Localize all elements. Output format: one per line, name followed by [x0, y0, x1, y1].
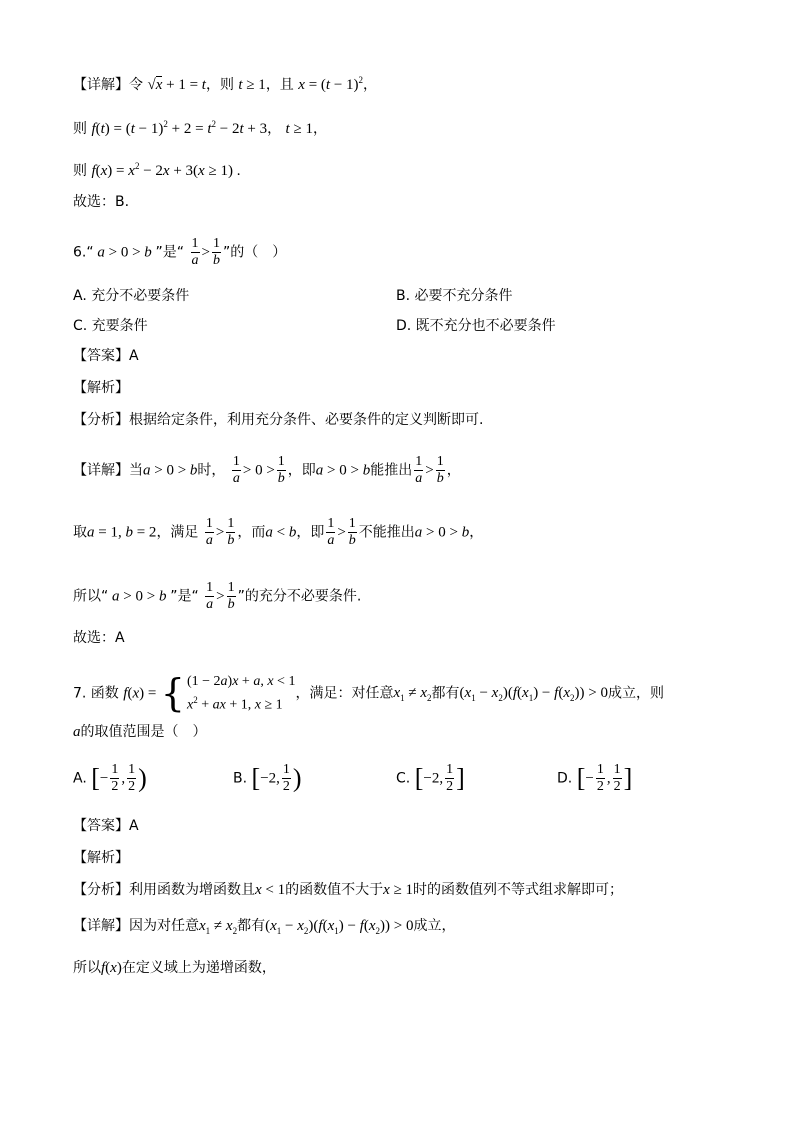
detail-tag: 【详解】 [73, 77, 129, 93]
fraction: $\frac{1}{b}$ [348, 516, 356, 548]
answer-6: 【答案】A [73, 348, 139, 364]
analysis-6: 【解析】 [73, 380, 129, 396]
formula: √x + 1 = t [147, 77, 206, 93]
option-d: D. 既不充分也不必要条件 [396, 318, 556, 334]
formula: $f(x) = x^2 - 2x + 3(x \ge 1)$ . [91, 161, 241, 179]
option-d-7: D. [− $\frac{1}{2}$ , $\frac{1}{2}$ ] [557, 762, 633, 794]
solution-line-1: 【详解】令 √x + 1 = t，则 t ≥ 1，且 $x = (t - 1)^2$， [73, 75, 378, 93]
formula: $f(t) = (t - 1)^2 + 2 = t^2 - 2t + 3$ [91, 119, 268, 137]
question-7-stem-2: a的取值范围是（ ） [73, 724, 207, 740]
detail-6-line-2: 取a = 1, b = 2，满足 $\frac{1}{a}$ > $\frac{1}{b}$ ，而a < b，即 $\frac{1}{a}$ > $\frac{1}{b}$ 不能推出a > 0 > b， [73, 516, 484, 548]
fraction: $\frac{1}{b}$ [227, 516, 235, 548]
fraction: $\frac{1}{a}$ [415, 454, 423, 486]
option-b: B. 必要不充分条件 [396, 288, 513, 304]
option-a-7: A. [− $\frac{1}{2}$ , $\frac{1}{2}$ ) [73, 762, 147, 794]
question-6-stem: 6.“ a > 0 > b ”是“ $\frac{1}{a}$ > $\frac{1}{b}$ ”的（ ） [73, 236, 287, 268]
fraction: $\frac{1}{b}$ [227, 580, 235, 612]
analysis-7: 【解析】 [73, 850, 129, 866]
fenxi-6: 【分析】根据给定条件，利用充分条件、必要条件的定义判断即可. [73, 412, 484, 428]
option-b-7: B. [−2, $\frac{1}{2}$ ) [233, 762, 302, 794]
fraction: $\frac{1}{a}$ [191, 236, 199, 268]
piecewise-function: { (1 − 2a)x + a, x < 1 $x^2$ + ax + 1, x ≥ 1 [160, 671, 296, 716]
detail-6-line-1: 【详解】当a > 0 > b时， $\frac{1}{a}$ > 0 > $\frac{1}{b}$ ，即a > 0 > b能推出 $\frac{1}{a}$ > $\frac{1}{b}$ ， [73, 454, 461, 486]
detail-7-line-1: 【详解】因为对任意$x_1 \ne x_2$都有$(x_1 - x_2)(f(x_1) - f(x_2)) > 0$成立， [73, 918, 456, 936]
option-c-7: C. [−2, $\frac{1}{2}$ ] [396, 762, 465, 794]
fraction: $\frac{1}{b}$ [212, 236, 220, 268]
fraction: $\frac{1}{a}$ [206, 580, 214, 612]
select-a-6: 故选：A [73, 630, 125, 646]
question-7-stem: 7. 函数 f(x) = { (1 − 2a)x + a, x < 1 $x^2$ + ax + 1, x ≥ 1 ，满足：对任意$x_1 \ne x_2$都有$(x_1 - x_2)(f(x_1) - f(x_2)) > 0$成立，则 [73, 671, 664, 716]
detail-7-line-2: 所以f(x)在定义域上为递增函数， [73, 960, 276, 976]
select-b: 故选：B. [73, 194, 130, 210]
solution-line-3: 则 $f(x) = x^2 - 2x + 3(x \ge 1)$ . [73, 161, 241, 179]
answer-7: 【答案】A [73, 818, 139, 834]
fenxi-7: 【分析】利用函数为增函数且x < 1的函数值不大于x ≥ 1时的函数值列不等式组求解即可； [73, 882, 624, 898]
solution-line-2: 则 $f(t) = (t - 1)^2 + 2 = t^2 - 2t + 3$， t ≥ 1， [73, 119, 327, 137]
detail-6-line-3: 所以“ a > 0 > b ”是“ $\frac{1}{a}$ > $\frac{1}{b}$ ”的充分不必要条件. [73, 580, 362, 612]
option-a: A. 充分不必要条件 [73, 288, 190, 304]
fraction: $\frac{1}{a}$ [327, 516, 335, 548]
fraction: $\frac{1}{a}$ [232, 454, 240, 486]
fraction: $\frac{1}{a}$ [205, 516, 213, 548]
fraction: $\frac{1}{b}$ [277, 454, 285, 486]
fraction: $\frac{1}{b}$ [436, 454, 444, 486]
option-c: C. 充要条件 [73, 318, 148, 334]
